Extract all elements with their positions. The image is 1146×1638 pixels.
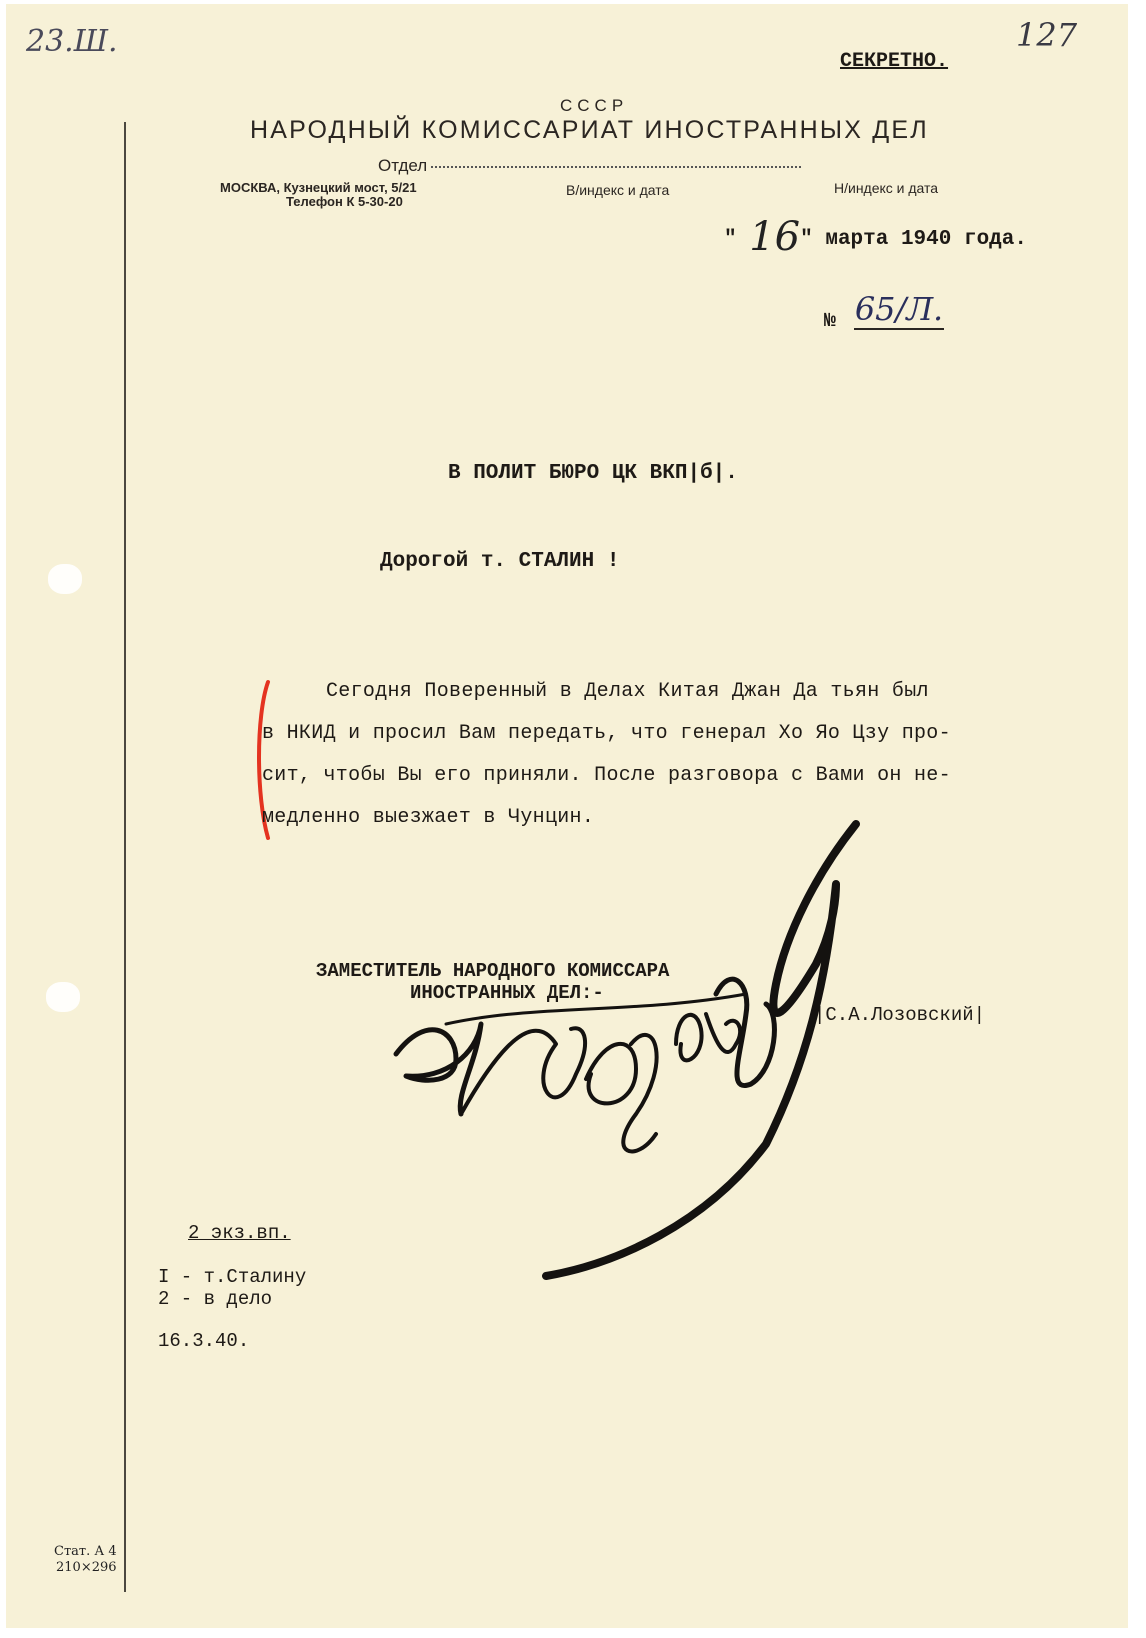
punch-hole-bottom [46, 982, 80, 1012]
document-number: 65/Л. [854, 290, 944, 328]
number-label: № [824, 310, 837, 333]
salutation: Дорогой т. СТАЛИН ! [380, 550, 620, 573]
letterhead-ministry: НАРОДНЫЙ КОМИССАРИАТ ИНОСТРАННЫХ ДЕЛ [250, 116, 929, 144]
page-number: 127 [1016, 16, 1078, 54]
body-line-3: сит, чтобы Вы его приняли. После разговора с Вами он не- [262, 764, 951, 787]
letter-date [724, 214, 1027, 260]
punch-hole-top [48, 564, 82, 594]
date-open-quote: " [724, 228, 737, 251]
signatory-title-2: ИНОСТРАННЫХ ДЕЛ:- [410, 982, 604, 1004]
copies-note: 2 экз.вп. [188, 1222, 291, 1244]
archive-annotation: 23.Ш. [26, 24, 118, 59]
date-day: 16 [749, 214, 801, 260]
date-rest: марта 1940 года. [825, 228, 1027, 251]
body-line-2: в НКИД и просил Вам передать, что генерал Хо Яо Цзу про- [262, 722, 951, 745]
signatory-name: |С.А.Лозовский| [814, 1004, 986, 1026]
body-line-4: медленно выезжает в Чунцин. [262, 806, 595, 829]
incoming-index-label: В/индекс и дата [566, 182, 670, 198]
form-code-2: 210×296 [56, 1560, 117, 1575]
form-code-1: Стат. А 4 [54, 1544, 117, 1559]
department-dotted-line [431, 166, 801, 168]
classification-stamp: СЕКРЕТНО. [840, 50, 949, 73]
handwritten-signature [386, 814, 886, 1284]
margin-line [124, 122, 126, 1592]
body-line-1: Сегодня Поверенный в Делах Китая Джан Да тьян был [326, 680, 929, 703]
date-close-quote: " [800, 228, 813, 251]
address-line-1: МОСКВА, Кузнецкий мост, 5/21 [220, 180, 417, 195]
letterhead-country: СССР [560, 96, 629, 115]
signatory-title-1: ЗАМЕСТИТЕЛЬ НАРОДНОГО КОМИССАРА [316, 960, 670, 982]
department-field [378, 156, 801, 176]
document-page [6, 4, 1128, 1628]
outgoing-index-label: Н/индекс и дата [834, 180, 939, 196]
distribution-date: 16.3.40. [158, 1330, 250, 1352]
department-label: Отдел [378, 156, 428, 175]
addressee: В ПОЛИТ БЮРО ЦК ВКП|б|. [448, 462, 738, 485]
address-line-2: Телефон К 5-30-20 [286, 194, 403, 209]
distribution-item-1: I - т.Сталину [158, 1266, 307, 1288]
distribution-item-2: 2 - в дело [158, 1288, 273, 1310]
